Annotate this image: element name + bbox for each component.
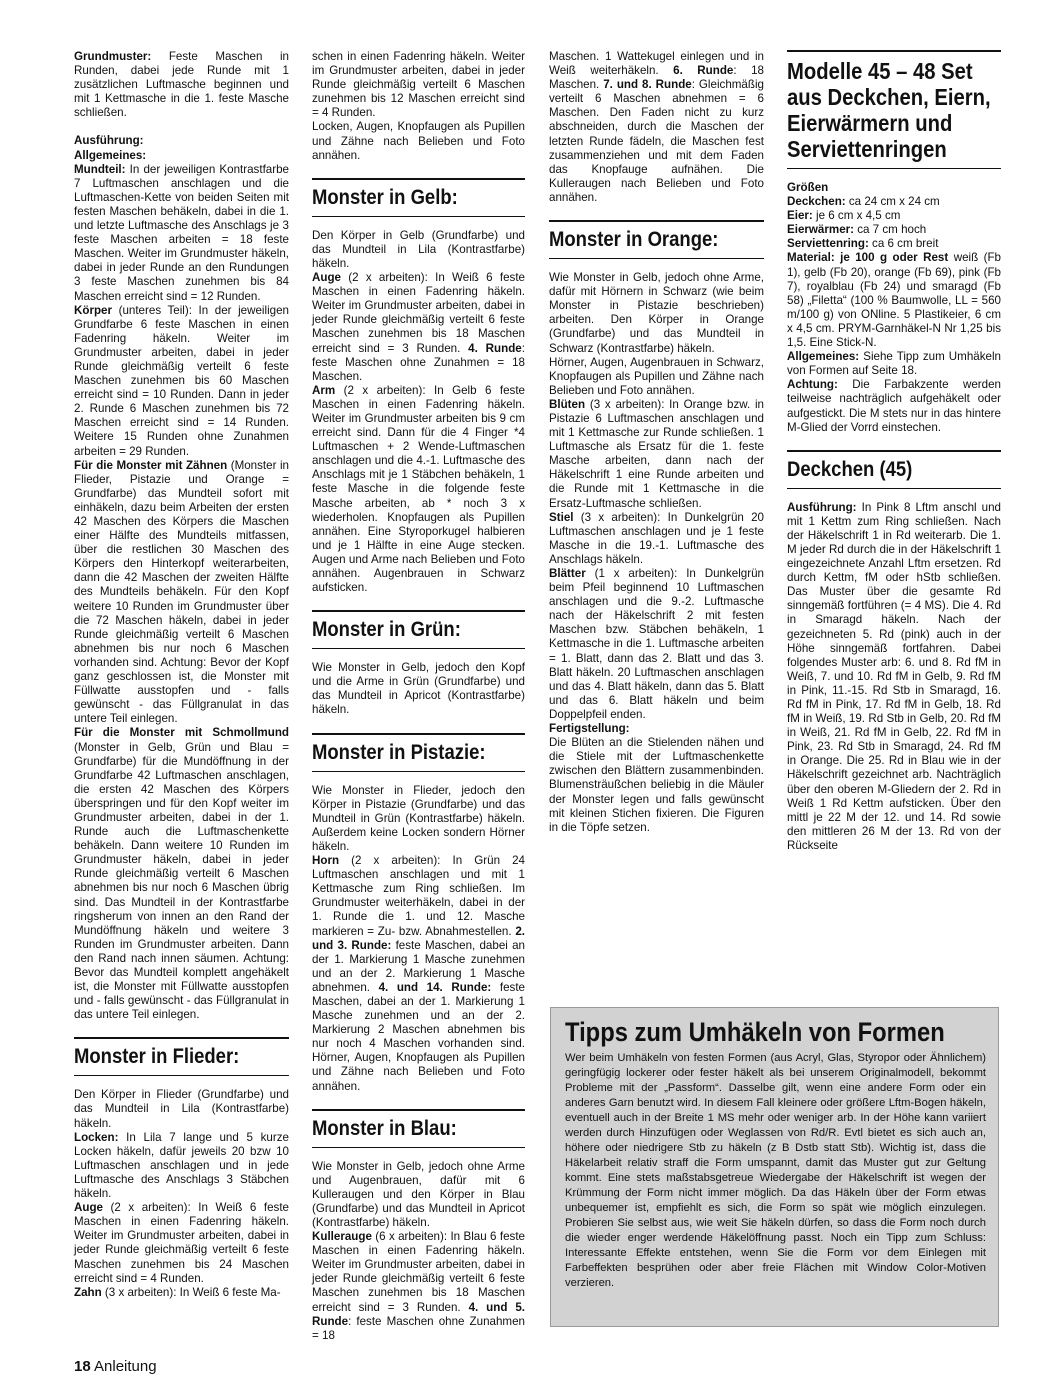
- column-1: [74, 50, 289, 1300]
- section-gruen: [312, 610, 525, 649]
- section-orange: [549, 220, 764, 259]
- fertigstellung-heading: Fertigstellung:: [549, 722, 630, 736]
- section-flieder: [74, 1037, 289, 1076]
- schmollmund-paragraph: Für die Monster mit Schmollmund (Monster in Gelb, Grün und Blau = Grundfarbe) für die Mundöffnung in der Grundfarbe 42 Luftmaschen anschlagen, die ersten 42 Maschen des Körpers überspringen und für den Kopf weiter im Grundmuster arbeiten, dabei in der 1. Runde auch die Luftmaschenkette behäkeln. Dann weitere 10 Runden im Grundmuster häkeln, dabei in jeder Runde gleichmäßig verteilt 6 Maschen abnehmen bis nur noch 6 Maschen übrig sind. Das Mundteil in der Kontrastfarbe ringsherum von innen an den Rand der Mundöffnung häkeln und weitere 3 Runden im Grundmuster arbeiten. Dann den Rand nach innen säumen. Achtung: Bevor das Mundteil komplett angehäkelt ist, die Monster mit Füllwatte ausstopfen und - falls gewünscht - das Füllgranulat in das untere Teil einlegen.: [74, 726, 289, 1022]
- material-paragraph: Material: je 100 g oder Rest weiß (Fb 1), gelb (Fb 20), orange (Fb 69), pink (Fb 7), royalblau (Fb 24) und smaragd (Fb 58) „Filetta“ (100 % Baumwolle, LL = 560 m/100 g) von ONline. 5 Plastikeier, 6 cm x 4,5 cm. PRYM-Garnhäkel-N Nr 1,25 bis 1,5. Eine Stick-N.: [787, 251, 1002, 350]
- page-footer: [74, 1358, 157, 1376]
- koerper-paragraph: Körper (unteres Teil): In der jeweiligen Grundfarbe 6 feste Maschen in einen Fadenring häkeln. Weiter im Grundmuster arbeiten, dabei in jeder Runde gleichmäßig verteilt 6 feste Maschen zunehmen bis 60 Maschen erreicht sind = 10 Runden. Dann in jeder 2. Runde 6 Maschen zunehmen bis 72 Maschen erreicht sind = 14 Runden. Weitere 15 Runden ohne Zunahmen arbeiten = 29 Runden.: [74, 303, 289, 458]
- continuation-paragraph: Maschen. 1 Wattekugel einlegen und in Weiß weiterhäkeln. 6. Runde: 18 Maschen. 7. und 8. Runde: Gleichmäßig verteilt 6 Maschen abnehmen = 6 Maschen. Den Faden nicht zu kurz abschneiden, durch die Maschen der letzten Runde fädeln, die Maschen fest zusammenziehen und mit dem Faden das Knopfauge aufnähen. Die Kulleraugen nach Belieben und Foto annähen.: [549, 50, 764, 204]
- auge-paragraph: Auge (2 x arbeiten): In Weiß 6 feste Maschen in einen Fadenring häkeln. Weiter im Grundmuster arbeiten, dabei in jeder Runde gleichmäßig verteilt 6 feste Maschen zunehmen bis 24 Maschen erreicht sind = 4 Runden.: [74, 1201, 289, 1285]
- size-deckchen: Deckchen: ca 24 cm x 24 cm: [787, 195, 940, 209]
- section-gelb: [312, 178, 525, 217]
- blueten-paragraph: Blüten (3 x arbeiten): In Orange bzw. in Pistazie 6 Luftmaschen anschlagen und mit 1 Kettmasche zur Runde schließen. 1 Luftmasche als Ersatz für die 1. feste Masche arbeiten, dann nach der Häkelschrift 1 eine Runde arbeiten und die Runde mit 1 Kettmasche in die Ersatz-Luftmasche schließen.: [549, 397, 764, 510]
- grundmuster-paragraph: Grundmuster: Feste Maschen in Runden, dabei jede Runde mit 1 zusätzlichen Luftmasche beginnen und mit 1 Kettmasche in die 1. feste Masche schließen.: [74, 50, 289, 120]
- tips-title: Tipps zum Umhäkeln von Formen: [565, 1017, 945, 1047]
- allgemeines-paragraph: Allgemeines: Siehe Tipp zum Umhäkeln von Formen auf Seite 18.: [787, 350, 1001, 378]
- continuation-paragraph-2: Locken, Augen, Knopfaugen als Pupillen und Zähne nach Belieben und Foto annähen.: [312, 120, 525, 162]
- section-pistazie: [312, 733, 525, 772]
- section-blau: [312, 1109, 525, 1148]
- achtung-paragraph: Achtung: Die Farbakzente werden teilweise nachträglich aufgehäkelt oder aufgestickt. Die M stets nur in das hintere M-Glied der Vorrd einstechen.: [787, 378, 1001, 434]
- groessen-heading: Größen: [787, 181, 829, 194]
- deckchen-paragraph: Ausführung: In Pink 8 Lftm anschl und mit 1 Kettm zum Ring schließen. Nach der Häkelschrift 1 in Rd weiterarb. Die 1. M jeder Rd durch die in der Häkelschrift 1 eingezeichnete Anzahl Lftm ersetzen. Rd durch Kettm, fM oder hStb schließen. Das Muster über die gesamte Rd sinngemäß fortführen (= 4 MS). Die 4. Rd in Smaragd häkeln. Nach der gezeichneten 5. Rd (pink) auch in der Höhe sinngemäß fortfahren. Dabei folgendes Muster arb: 6. und 8. Rd fM in Weiß, 7. und 10. Rd fM in Gelb, 9. Rd fM in Pink, 11.-15. Rd Stb in Smaragd, 16. Rd fM in Pink, 17. Rd fM in Gelb, 18. Rd fM in Weiß, 19. Rd Stb in Gelb, 20. Rd fM in Weiß, 21. Rd fM in Gelb, 22. Rd fM in Pink, 23. Rd Stb in Smaragd, 24. Rd fM in Orange. Die 25. Rd in Blau wie in der Häkelschrift gezeichnet arb. Nachträglich über den oberen M-Gliedern der 2. Rd in Weiß 1 Rd Kettm aufsticken. Über den mittl je 22 M der 12. und 14. Rd sowie den mittleren 26 M der 13. Rd von der Rückseite: [787, 500, 1001, 852]
- ausfuehrung-heading: Ausführung: Allgemeines:: [74, 134, 147, 162]
- auge-paragraph: Auge (2 x arbeiten): In Weiß 6 feste Maschen in einen Fadenring häkeln. Weiter im Grundmuster arbeiten, dabei in jeder Runde gleichmäßig verteilt 6 feste Maschen zunehmen bis 18 Maschen erreicht sind = 3 Runden. 4. Runde: feste Maschen ohne Zunahmen = 18 Maschen.: [312, 271, 525, 383]
- section-title: Deckchen (45): [787, 457, 913, 481]
- column-4: [787, 50, 1001, 853]
- zahn-paragraph: Zahn (3 x arbeiten): In Weiß 6 feste Ma-: [74, 1285, 281, 1299]
- section-title: Monster in Gelb:: [312, 185, 458, 209]
- flieder-paragraph: Den Körper in Flieder (Grundfarbe) und das Mundteil in Lila (Kontrastfarbe) häkeln.: [74, 1088, 289, 1130]
- blaetter-paragraph: Blätter (1 x arbeiten): In Dunkelgrün beim Pfeil beginnend 10 Luftmaschen anschlagen und die 9.-2. Luftmasche nach der Häkelschrift 2 mit festen Maschen bzw. Stäbchen behäkeln, 1 Kettmasche in die 1. Luftmasche arbeiten = 1. Blatt, dann das 2. Blatt und das 3. Blatt häkeln. 20 Luftmaschen anschlagen und das 4. Blatt häkeln, dann das 5. Blatt und das 6. Blatt häkeln und beim Doppelpfeil enden.: [549, 567, 765, 721]
- section-title: Monster in Pistazie:: [312, 740, 486, 764]
- size-eier: Eier: je 6 cm x 4,5 cm: [787, 209, 901, 223]
- section-title: Monster in Flieder:: [74, 1045, 240, 1069]
- blau-paragraph: Wie Monster in Gelb, jedoch ohne Arme und Augenbrauen, dafür mit 6 Kulleraugen und den Körper in Blau (Grundfarbe) und das Mundteil in Apricot (Kontrastfarbe) häkeln.: [312, 1159, 525, 1229]
- continuation-paragraph: schen in einen Fadenring häkeln. Weiter im Grundmuster arbeiten, dabei in jeder Runde gleichmäßig verteilt 6 Maschen zunehmen bis 12 Maschen erreicht sind = 4 Runden.: [312, 50, 525, 120]
- arm-paragraph: Arm (2 x arbeiten): In Gelb 6 feste Maschen in einen Fadenring häkeln. Weiter im Grundmuster arbeiten bis 9 cm erreicht sind. Dann für die 4 Finger *4 Luftmaschen + 2 Wende-Luftmaschen anschlagen und die 4.-1. Luftmasche des Anschlags mit je 1 Stäbchen behäkeln, 1 feste Masche in die folgende feste Masche arbeiten, ab * noch 3 x wiederholen. Knopfaugen als Pupillen annähen. Eine Styroporkugel halbieren und je 1 Hälfte in eine Auge stecken. Augen und Arme nach Belieben und Foto annähen. Augenbrauen in Schwarz aufsticken.: [312, 383, 525, 595]
- section-title: Monster in Blau:: [312, 1116, 457, 1140]
- fertigstellung-paragraph: Die Blüten an die Stielenden nähen und die Stiele mit der Luftmaschenkette zwischen den Blättern zusammenbinden. Blumensträußchen beliebig in die Mäuler der Monster legen und falls gewünscht mit kleinen Stichen fixieren. Die Figuren in die Töpfe setzen.: [549, 736, 764, 834]
- gelb-paragraph: Den Körper in Gelb (Grundfarbe) und das Mundteil in Lila (Kontrastfarbe) häkeln.: [312, 228, 525, 270]
- column-2: [312, 50, 525, 1343]
- orange-paragraph: Wie Monster in Gelb, jedoch ohne Arme, dafür mit Hörnern in Schwarz (wie beim Monster in Pistazie beschrieben) arbeiten. Den Körper in Orange (Grundfarbe) und das Mundteil in Schwarz (Kontrastfarbe) häkeln.: [549, 271, 764, 355]
- locken-paragraph: Locken: In Lila 7 lange und 5 kurze Locken häkeln, dafür jeweils 20 bzw 10 Luftmaschen anschlagen und in jede Luftmasche des Anschlags 3 Stäbchen häkeln.: [74, 1130, 289, 1201]
- size-serviettenring: Serviettenring: ca 6 cm breit: [787, 237, 939, 251]
- page-number: 18: [74, 1358, 91, 1375]
- section-title: Modelle 45 – 48 Set aus Deckchen, Eiern, Eierwärmern und Serviettenringen: [787, 58, 991, 162]
- zaehne-paragraph: Für die Monster mit Zähnen (Monster in Flieder, Pistazie und Orange = Grundfarbe) das Mundteil sofort mit einhäkeln, dazu beim Arbeiten der ersten 42 Maschen des Körpers die Maschen einer Hälfte des Mundteils mitfassen, über die restlichen 30 Maschen des Körpers den Hinterkopf weiterarbeiten, dann die 42 Maschen der zweiten Hälfte des Mundteils behäkeln. Für den Kopf weitere 10 Runden im Grundmuster über die 72 Maschen häkeln, dabei in jeder Runde gleichmäßig verteilt 6 Maschen abnehmen bis nur noch 6 Maschen vorhanden sind. Achtung: Bevor der Kopf ganz geschlossen ist, die Monster mit Füllwatte ausstopfen und - falls gewünscht - das Füllgranulat in das untere Teil einlegen.: [74, 458, 289, 726]
- section-title: Monster in Grün:: [312, 618, 461, 642]
- footer-label: Anleitung: [94, 1358, 157, 1375]
- section-title: Monster in Orange:: [549, 228, 719, 252]
- orange-paragraph-2: Hörner, Augen, Augenbrauen in Schwarz, Knopfaugen als Pupillen und Zähne nach Belieben und Foto annähen.: [549, 355, 764, 397]
- column-3: [549, 50, 764, 835]
- section-modelle: [787, 50, 1001, 169]
- gruen-paragraph: Wie Monster in Gelb, jedoch den Kopf und die Arme in Grün (Grundfarbe) und das Mundteil in Apricot (Kontrastfarbe) häkeln.: [312, 661, 525, 717]
- mundteil-paragraph: Mundteil: In der jeweiligen Kontrastfarbe 7 Luftmaschen anschlagen und die Luftmaschen-Kette von beiden Seiten mit festen Maschen behäkeln, dabei in die 1. und letzte Luftmasche des Anschlags je 3 feste Maschen arbeiten = 18 feste Maschen. Weiter im Grundmuster häkeln, dabei in jeder Runde an den Rundungen 3 feste Maschen zunehmen bis 84 Maschen erreicht sind = 12 Runden.: [74, 162, 289, 303]
- kullerauge-paragraph: Kullerauge (6 x arbeiten): In Blau 6 feste Maschen in einen Fadenring häkeln. Weiter im Grundmuster arbeiten, dabei in jeder Runde gleichmäßig verteilt 6 feste Maschen zunehmen bis 18 Maschen erreicht sind = 3 Runden. 4. und 5. Runde: feste Maschen ohne Zunahmen = 18: [312, 1230, 525, 1342]
- tips-body: Wer beim Umhäkeln von festen Formen (aus Acryl, Glas, Styropor oder Ähnlichem) geringfügig lockerer oder fester häkelt als bei unserem Originalmodell, bekommt Probleme mit der „Passform“. Dasselbe gilt, wenn eine andere Form oder ein anderes Garn benutzt wird. In diesem Fall kleinere oder größere Lftm-Bogen häkeln, eventuell auch in der Breite 1 MS mehr oder weniger arb. In der Höhe kann variiert werden durch Hinzufügen oder Weglassen von Rd/R. Evtl bietet es sich auch an, höhere oder niedrigere Stb zu häkeln (z B Dstb statt Stb). Wichtig ist, dass die Häkelarbeit relativ straff die Form umspannt, damit das Muster gut zur Geltung kommt. Eine stets maßstabsgetreue Wiedergabe der Häkelschrift ist wegen der Krümmung der Form nicht immer möglich. Da das Häkeln über der Form etwas unbequemer ist, empfiehlt es sich, die Form so spät wie möglich einzulegen. Probieren Sie selbst aus, wie weit Sie häkeln dürfen, so dass die Form noch durch die wieder enger werdende Häkelöffnung passt. Noch ein Tipp zum Schluss: Interessante Effekte entstehen, wenn Sie die Form vor dem Einlegen mit Farbeffekten besprühen oder aber freie Flächen mit Window Color-Motiven verzieren.: [565, 1052, 986, 1289]
- section-deckchen: [787, 450, 1001, 489]
- pistazie-paragraph: Wie Monster in Flieder, jedoch den Körper in Pistazie (Grundfarbe) und das Mundteil in Grün (Kontrastfarbe) häkeln. Außerdem keine Locken sondern Hörner häkeln.: [312, 783, 525, 853]
- stiel-paragraph: Stiel (3 x arbeiten): In Dunkelgrün 20 Luftmaschen anschlagen und je 1 feste Masche in die 19.-1. Luftmasche des Anschlags häkeln.: [549, 510, 764, 566]
- tips-box: [550, 1007, 999, 1327]
- size-eierwaermer: Eierwärmer: ca 7 cm hoch: [787, 223, 927, 237]
- horn-paragraph: Horn (2 x arbeiten): In Grün 24 Luftmaschen anschlagen und mit 1 Kettmasche zum Ring schließen. Im Grundmuster weiterhäkeln, dabei in der 1. Runde die 1. und 12. Masche markieren = Zu- bzw. Abnahmestellen. 2. und 3. Runde: feste Maschen, dabei an der 1. Markierung 1 Masche zunehmen und an der 2. Markierung 1 Masche abnehmen. 4. und 14. Runde: feste Maschen, dabei an der 1. Markierung 1 Masche zunehmen und an der 2. Markierung 2 Maschen abnehmen bis nur noch 4 Maschen vorhanden sind. Hörner, Augen, Knopfaugen als Pupillen und Zähne nach Belieben und Foto annähen.: [312, 854, 525, 1093]
